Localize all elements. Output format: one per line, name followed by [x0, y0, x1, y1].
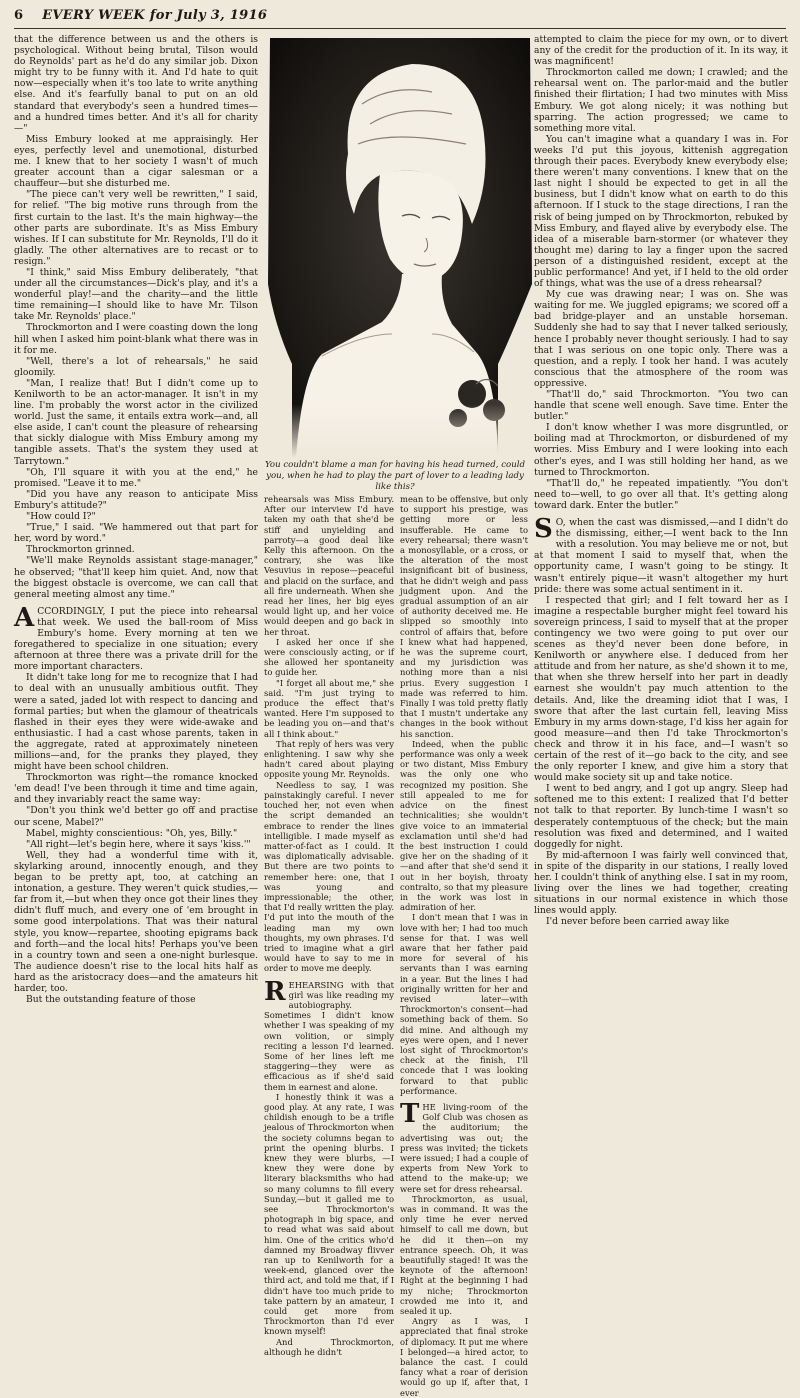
paragraph: I honestly think it was a good play. At any rate, I was childish enough to be a trifle jealous of Throckmorton when the society columns began to print the opening blurbs. I knew they were blurbs, —I knew they were done by literary blacksmiths who had so many columns to fill every Sunday,—but it galled me to see Throckmorton's photograph in big space, and to read what was said about him. One of the critics who'd damned my Broadway flivver ran up to Kenilworth for a week-end, glanced over the third act, and told me that, if I didn't have too much pride to take pattern by an amateur, I could get more from Throckmorton than I'd ever known myself!	[264, 1091, 394, 1337]
portrait-drawing	[262, 34, 538, 458]
paragraph: "We'll make Reynolds assistant stage-manager," he observed; "that'll keep him quiet. And, now that the biggest obstacle is overcome, we can call that general meeting almost any time."	[14, 555, 258, 600]
paragraph: "That'll do," said Throckmorton. "You two can handle that scene well enough. Save time. Enter the butler."	[534, 389, 788, 423]
paragraph: "That'll do," he repeated impatiently. "You don't need to—well, to go over all that. It's getting along toward dark. Enter the butler."	[534, 477, 788, 511]
paragraph: By mid-afternoon I was fairly well convinced that, in spite of the disparity in our stations, I really loved her. I couldn't think of anything else. I sat in my room, living over the lines we had together, creating situations in our normal existence in which those lines would apply.	[534, 849, 788, 917]
paragraph: Miss Embury looked at me appraisingly. Her eyes, perfectly level and unemotional, disturbed me. I knew that to her society I wasn't of much greater account than a cigar salesman or a chauffeur—but she disturbed me.	[14, 133, 258, 190]
column-2	[264, 494, 394, 1357]
page-number: 6	[14, 8, 24, 23]
paragraph: Throckmorton and I were coasting down the long hill when I asked him point-blank what there was in it for me.	[14, 322, 258, 356]
page-header	[14, 8, 786, 29]
paragraph: Throckmorton was right—the romance knocked 'em dead! I've been through it time and time again, and they invariably react the same way:	[14, 772, 258, 806]
paragraph: "Oh, I'll square it with you at the end," he promised. "Leave it to me."	[14, 466, 258, 489]
paragraph: "Don't you think we'd better go off and practise our scene, Mabel?"	[14, 805, 258, 828]
paragraph: Mabel, mighty conscientious: "Oh, yes, Billy."	[26, 827, 238, 839]
paragraph: I respected that girl; and I felt toward her as I imagine a respectable burgher might feel toward his sovereign princess, I said to myself that at the proper contingency we two were going to put over our scenes as they'd never been done before, in Kenilworth or anywhere else. I deduced from her attitude and from her nature, as she'd shown it to me, that when she threw herself into her part in deadly earnest she wouldn't pay much attention to the details. And, like the dreaming idiot that I was, I swore that after the last curtain fell, leaving Miss Embury in my arms down-stage, I'd kiss her again for good measure—and then I'd take Throckmorton's check and throw it in his face, and—I wasn't so certain of the rest of it—go back to the city, and see the only reporter I knew, and give him a story that would make society sit up and take notice.	[534, 594, 788, 784]
illustration-caption: You couldn't blame a man for having his head turned, could you, when he had to play the part of lover to a leading lady like this?	[264, 460, 526, 492]
section-opening-paragraph: SO, when the cast was dismissed,—and I didn't do the dismissing, either,—I went back to the Inn with a resolution. You may believe me or not, but at that moment I said to myself that, when the opportunity came, I wasn't going to be stingy. It wasn't entirely pique—it wasn't altogether my hurt pride: there was some actual sentiment in it.	[534, 514, 788, 595]
paragraph: rehearsals was Miss Embury. After our interview I'd have taken my oath that she'd be stiff and unyielding and parroty—a good deal like Kelly this afternoon. On the contrary, she was like Vesuvius in repose—peaceful and placid on the surface, and all fire underneath. When she read her lines, her big eyes would light up, and her voice would deepen and go back in her throat.	[264, 494, 394, 637]
paragraph: Throckmorton, as usual, was in command. It was the only time he ever nerved himself to call me down, but he did it then—on my entrance speech. Oh, it was beautifully staged! It was the keynote of the afternoon! Right at the beginning I had my niche; Throckmorton crowded me into it, and sealed it up.	[400, 1193, 528, 1317]
paragraph: And Throckmorton, although he didn't	[264, 1336, 394, 1357]
paragraph: "All right—let's begin here, where it says 'kiss.'"	[26, 838, 251, 850]
column-3	[400, 494, 528, 1398]
paragraph: But the outstanding feature of those	[26, 994, 196, 1006]
paragraph: Throckmorton called me down; I crawled; and the rehearsal went on. The parlor-maid and the butler finished their flirtation; I had two minutes with Miss Embury. We got along nicely; it was nothing but sparring. The action progressed; we came to something more vital.	[534, 67, 788, 134]
section-opening-paragraph: REHEARSING with that girl was like reading my autobiography. Sometimes I didn't know whether I was speaking of my own volition, or simply reciting a lesson I'd learned. Some of her lines left me staggering—they were as efficacious as if she'd said them in earnest and alone.	[264, 976, 394, 1092]
column-1	[14, 34, 258, 1112]
column-4	[534, 34, 788, 1112]
paragraph: "I forget all about me," she said. "I'm just trying to produce the effect that's wanted. Here I'm supposed to be leading you on—and that's all I think about."	[264, 677, 394, 739]
paragraph: I went to bed angry, and I got up angry. Sleep had softened me to this extent: I realized that I'd better not talk to that reporter. By lunch-time I wasn't so desperately contemptuous of the check; but the main resolution was fixed and determined, and I waited doggedly for night.	[534, 783, 788, 850]
paragraph: Throckmorton grinned.	[26, 544, 135, 556]
paragraph: "I think," said Miss Embury deliberately, "that under all the circumstances—Dick's play, and it's a wonderful play!—and the charity—and the little time remaining—I should like to have Mr. Tilson take Mr. Reynolds' place."	[14, 266, 258, 323]
paragraph: attempted to claim the piece for my own, or to divert any of the credit for the production of it. In its way, it was magnificent!	[534, 34, 788, 68]
section-opening-paragraph: ACCORDINGLY, I put the piece into rehearsal that week. We used the ball-room of Miss Embury's home. Every morning at ten we foregathered to specialize in one situation; every afternoon at three there was a private drill for the more important characters.	[14, 602, 258, 673]
paragraph: Well, they had a wonderful time with it, skylarking around, innocently enough, and they began to be pretty apt, too, at catching an intonation, a gesture. They weren't quick studies,—far from it,—but when they once got their lines they didn't fluff much, and every one of 'em brought in some good interpolations. That was their natural style, you know—repartee, shooting epigrams back and forth—and the local hits! Perhaps you've been in a country town and seen a one-night burlesque. The audience doesn't rise to the local hits half as hard as the aristocracy does—and the amateurs hit harder, too.	[14, 849, 258, 994]
paragraph: Indeed, when the public performance was only a week or two distant, Miss Embury was the only one who recognized my position. She still appealed to me for advice on the finest technicalities; she wouldn't give voice to an immaterial exclamation until she'd had the best instruction I could give her on the shading of it—and after that she'd send it out in her boyish, throaty contralto, so that my pleasure in the work was lost in admiration of her.	[400, 738, 528, 913]
paragraph: that the difference between us and the others is psychological. Without being brutal, Tilson would do Reynolds' part as he'd do any similar job. Dixon might try to be funny with it. And I'd hate to quit now—especially when it's too late to write anything else. And it's fearfully banal to put on an old standard that everybody's seen a hundred times—and a hundred times better. And it's all for charity—"	[14, 34, 258, 134]
paragraph: "Did you have any reason to anticipate Miss Embury's attitude?"	[14, 488, 258, 511]
paragraph: "True," I said. "We hammered out that part for her, word by word."	[14, 522, 258, 545]
paragraph: "The piece can't very well be rewritten," I said, for relief. "The big motive runs through from the first curtain to the last. It's the main highway—the other parts are subordinate. It's as Miss Embury wishes. If I can substitute for Mr. Reynolds, I'll do it gladly. The other alternatives are to recast or to resign."	[14, 189, 258, 267]
paragraph: I asked her once if she were consciously acting, or if she allowed her spontaneity to guide her.	[264, 636, 394, 678]
paragraph: That reply of hers was very enlightening. I saw why she hadn't cared about playing opposite young Mr. Reynolds.	[264, 738, 394, 780]
paragraph: My cue was drawing near; I was on. She was waiting for me. We juggled epigrams; we scored off a bad bridge-player and an unstable horseman. Suddenly she had to say that I never talked seriously, hence I probably never thought seriously. I had to say that I was serious on one topic only. There was a question, and a reply. I took her hand. I was acutely conscious that the atmosphere of the room was oppressive.	[534, 289, 788, 389]
paragraph: mean to be offensive, but only to support his prestige, was getting more or less insufferable. He came to every rehearsal; there wasn't a monosyllable, or a cross, or the alteration of the most insignificant bit of business, that he didn't weigh and pass judgment upon. And the gradual assumption of an air of authority deceived me. He slipped so smoothly into control of affairs that, before I knew what had happened, he was the supreme court, and my jurisdiction was nothing more than a nisi prius. Every suggestion I made was referred to him. Finally I was told pretty flatly that I mustn't undertake any changes in the book without his sanction.	[400, 494, 528, 739]
paragraph: I don't mean that I was in love with her; I had too much sense for that. I was well aware that her father paid more for several of his servants than I was earning in a year. But the lines I had originally written for her and revised later—with Throckmorton's consent—had something back of them. So did mine. And although my eyes were open, and I never lost sight of Throckmorton's check at the finish, I'll concede that I was looking forward to that public performance.	[400, 912, 528, 1096]
paragraph: I don't know whether I was more disgruntled, or boiling mad at Throckmorton, or disburdened of my worries. Miss Embury and I were looking into each other's eyes, and I was still holding her hand, as we turned to Throckmorton.	[534, 422, 788, 478]
running-title: EVERY WEEK for July 3, 1916	[42, 8, 268, 23]
paragraph: "Man, I realize that! But I didn't come up to Kenilworth to be an actor-manager. It isn't in my line. I'm probably the worst actor in the civilized world. Just the same, it entails extra work—and, all else aside, I can't count the pleasure of rehearsing that sickly dialogue with Miss Embury among my tangible assets. That's the system they used at Tarrytown."	[14, 377, 258, 467]
paragraph: Angry as I was, I appreciated that final stroke of diplomacy. It put me where I belonged—a hired actor, to balance the cast. I could fancy what a roar of derision would go up if, after that, I ever	[400, 1316, 528, 1398]
paragraph: You can't imagine what a quandary I was in. For weeks I'd put this joyous, kittenish aggregation through their paces. Everybody knew everybody else; there weren't many conventions. I knew that on the last night I should be expected to get in all the business, but I didn't know what on earth to do this afternoon. If I stuck to the stage directions, I ran the risk of being jumped on by Throckmorton, rebuked by Miss Embury, and flayed alive by everybody else. The idea of a miserable barn-stormer (or whatever they thought me) daring to lay a finger upon the sacred person of a distinguished resident, except at the public performance! And yet, if I held to the old order of things, what was the use of a dress rehearsal?	[534, 133, 788, 290]
paragraph: Needless to say, I was painstakingly careful. I never touched her, not even when the script demanded an embrace to render the lines intelligible. I made myself as matter-of-fact as I could. It was diplomatically advisable. But there are two points to remember here: one, that I was young and impressionable; the other, that I'd really written the play. I'd put into the mouth of the leading man my own thoughts, my own phrases. I'd tried to imagine what a girl would have to say to me in order to move me deeply.	[264, 779, 394, 974]
paragraph: "Well, there's a lot of rehearsals," he said gloomily.	[14, 355, 258, 378]
illustration	[262, 34, 528, 458]
paragraph: I'd never before been carried away like	[546, 916, 730, 928]
paragraph: "How could I?"	[26, 511, 96, 523]
paragraph: It didn't take long for me to recognize that I had to deal with an unusually ambitious outfit. They were a sated, jaded lot with respect to dancing and formal parties; but when the glamour of theatricals flashed in their eyes they were wide-awake and enthusiastic. I had a cast whose parents, taken in the aggregate, rated at approximately nineteen millions—and, for the pranks they played, they might have been school children.	[14, 672, 258, 773]
section-opening-paragraph: THE living-room of the Golf Club was chosen as the auditorium; the advertising was out; the press was invited; the tickets were issued; I had a couple of experts from New York to attend to the make-up; we were set for dress rehearsal.	[400, 1098, 528, 1194]
